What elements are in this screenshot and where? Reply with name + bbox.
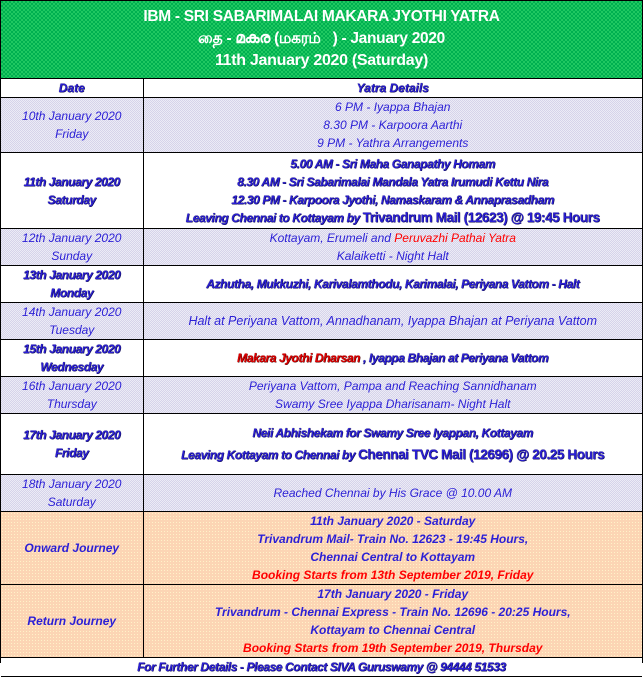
journey-line: 17th January 2020 - Friday bbox=[317, 587, 469, 601]
malayalam-month: മകര bbox=[235, 30, 271, 47]
date-text: 14th January 2020 bbox=[22, 305, 122, 319]
banner-date: 11th January 2020 (Saturday) bbox=[214, 52, 429, 69]
detail-line: 8.30 AM - Sri Sabarimalai Mandala Yatra Irumudi Kettu Nira bbox=[237, 174, 549, 189]
detail-text: , Iyappa Bhajan at Periyana Vattom bbox=[360, 351, 549, 365]
contact-footer: For Further Details - Please Contact SIVA Guruswamy @ 94444 51533 bbox=[1, 658, 642, 677]
detail-line: Periyana Vattom, Pampa and Reaching Sannidhanam bbox=[248, 379, 537, 393]
details-cell: Halt at Periyana Vattom, Annadhanam, Iyappa Bhajan at Periyana Vattom bbox=[143, 303, 642, 340]
date-text: 15th January 2020 bbox=[23, 342, 121, 356]
date-text: 17th January 2020 bbox=[23, 428, 121, 442]
train-prefix: Leaving Chennai to Kottayam by bbox=[185, 210, 363, 225]
detail-line: 6 PM - Iyappa Bhajan bbox=[335, 100, 451, 114]
detail-line bbox=[144, 229, 643, 247]
journey-line: 11th January 2020 - Saturday bbox=[310, 514, 476, 528]
date-cell bbox=[1, 377, 143, 414]
date-cell bbox=[1, 303, 143, 340]
table-row bbox=[1, 340, 642, 377]
header-date: Date bbox=[1, 79, 143, 98]
date-text: 11th January 2020 bbox=[23, 174, 120, 189]
detail-line: 5.00 AM - Sri Maha Ganapathy Homam bbox=[290, 156, 496, 171]
details-cell: Azhutha, Mukkuzhi, Karivalamthodu, Karimalai, Periyana Vattom - Halt bbox=[143, 266, 642, 303]
train-info: Trivandrum Mail (12623) @ 19:45 Hours bbox=[362, 209, 600, 225]
booking-notice: Booking Starts from 19th September 2019, Thursday bbox=[243, 641, 543, 655]
journey-row-return bbox=[1, 585, 642, 658]
table-row bbox=[1, 475, 642, 512]
table-header-row bbox=[1, 79, 642, 98]
journey-line: Chennai Central to Kottayam bbox=[310, 550, 476, 564]
detail-line: 9 PM - Yathra Arrangements bbox=[317, 136, 469, 150]
date-cell bbox=[1, 153, 143, 229]
details-cell bbox=[143, 377, 642, 414]
footer-row bbox=[1, 658, 642, 677]
date-cell bbox=[1, 98, 143, 153]
day-text: Wednesday bbox=[40, 360, 104, 374]
date-text: 16th January 2020 bbox=[22, 379, 122, 393]
detail-line: Swamy Sree Iyappa Dharisanam- Night Halt bbox=[275, 397, 511, 411]
train-info: Chennai TVC Mail (12696) @ 20.25 Hours bbox=[358, 447, 605, 462]
journey-row-onward bbox=[1, 512, 642, 585]
day-text: Thursday bbox=[46, 397, 97, 411]
train-line bbox=[144, 446, 643, 464]
banner-subtitle bbox=[1, 28, 642, 50]
table-row bbox=[1, 153, 642, 229]
table-row bbox=[1, 98, 642, 153]
details-cell bbox=[143, 153, 642, 229]
highlight-text: Peruvazhi Pathai Yatra bbox=[394, 231, 516, 245]
journey-line: Kottayam to Chennai Central bbox=[310, 623, 476, 637]
date-cell bbox=[1, 229, 143, 266]
journey-label: Onward Journey bbox=[1, 512, 143, 585]
header-details: Yatra Details bbox=[143, 79, 642, 98]
booking-notice: Booking Starts from 13th September 2019, Friday bbox=[252, 568, 534, 582]
date-text: 13th January 2020 bbox=[23, 268, 121, 282]
title-banner bbox=[1, 1, 642, 79]
date-cell bbox=[1, 414, 143, 475]
details-cell: Reached Chennai by His Grace @ 10.00 AM bbox=[143, 475, 642, 512]
day-text: Sunday bbox=[51, 249, 93, 263]
journey-details bbox=[143, 585, 642, 658]
date-cell bbox=[1, 475, 143, 512]
details-cell bbox=[143, 414, 642, 475]
detail-line: 12.30 PM - Karpoora Jyothi, Namaskaram & Annaprasadham bbox=[231, 192, 555, 207]
table-row bbox=[1, 414, 642, 475]
detail-text: Kottayam, Erumeli and bbox=[269, 231, 395, 245]
detail-line: 8.30 PM - Karpoora Aarthi bbox=[323, 118, 463, 132]
details-cell bbox=[143, 98, 642, 153]
day-text: Saturday bbox=[47, 192, 96, 207]
date-cell bbox=[1, 266, 143, 303]
journey-line: Trivandrum - Chennai Express - Train No. 12696 - 20:25 Hours, bbox=[214, 605, 571, 619]
day-text: Tuesday bbox=[49, 323, 95, 337]
date-text: 12th January 2020 bbox=[22, 231, 122, 245]
details-cell bbox=[143, 229, 642, 266]
separator: - bbox=[222, 30, 236, 47]
journey-details bbox=[143, 512, 642, 585]
table-row bbox=[1, 377, 642, 414]
train-prefix: Leaving Kottayam to Chennai by bbox=[181, 448, 359, 462]
table-row bbox=[1, 303, 642, 340]
detail-line: Kalaiketti - Night Halt bbox=[336, 249, 449, 263]
day-text: Monday bbox=[50, 286, 94, 300]
schedule-table bbox=[1, 79, 642, 677]
tamil-month: தை bbox=[197, 30, 223, 47]
detail-line: Neii Abhishekam for Swamy Sree Iyappan, Kottayam bbox=[252, 426, 533, 440]
tamil-month-paren: (மகரம் ) - January 2020 bbox=[270, 30, 445, 47]
date-text: 10th January 2020 bbox=[22, 109, 122, 123]
train-line bbox=[144, 209, 643, 227]
highlight-text: Makara Jyothi Dharsan bbox=[237, 351, 361, 365]
details-cell bbox=[143, 340, 642, 377]
table-row bbox=[1, 266, 642, 303]
banner-title: IBM - SRI SABARIMALAI MAKARA JYOTHI YATRA bbox=[143, 8, 500, 25]
day-text: Saturday bbox=[47, 495, 96, 509]
day-text: Friday bbox=[54, 446, 89, 460]
day-text: Friday bbox=[55, 127, 89, 141]
table-row bbox=[1, 229, 642, 266]
journey-label: Return Journey bbox=[1, 585, 143, 658]
journey-line: Trivandrum Mail- Train No. 12623 - 19:45 Hours, bbox=[257, 532, 529, 546]
date-text: 18th January 2020 bbox=[22, 477, 122, 491]
date-cell bbox=[1, 340, 143, 377]
